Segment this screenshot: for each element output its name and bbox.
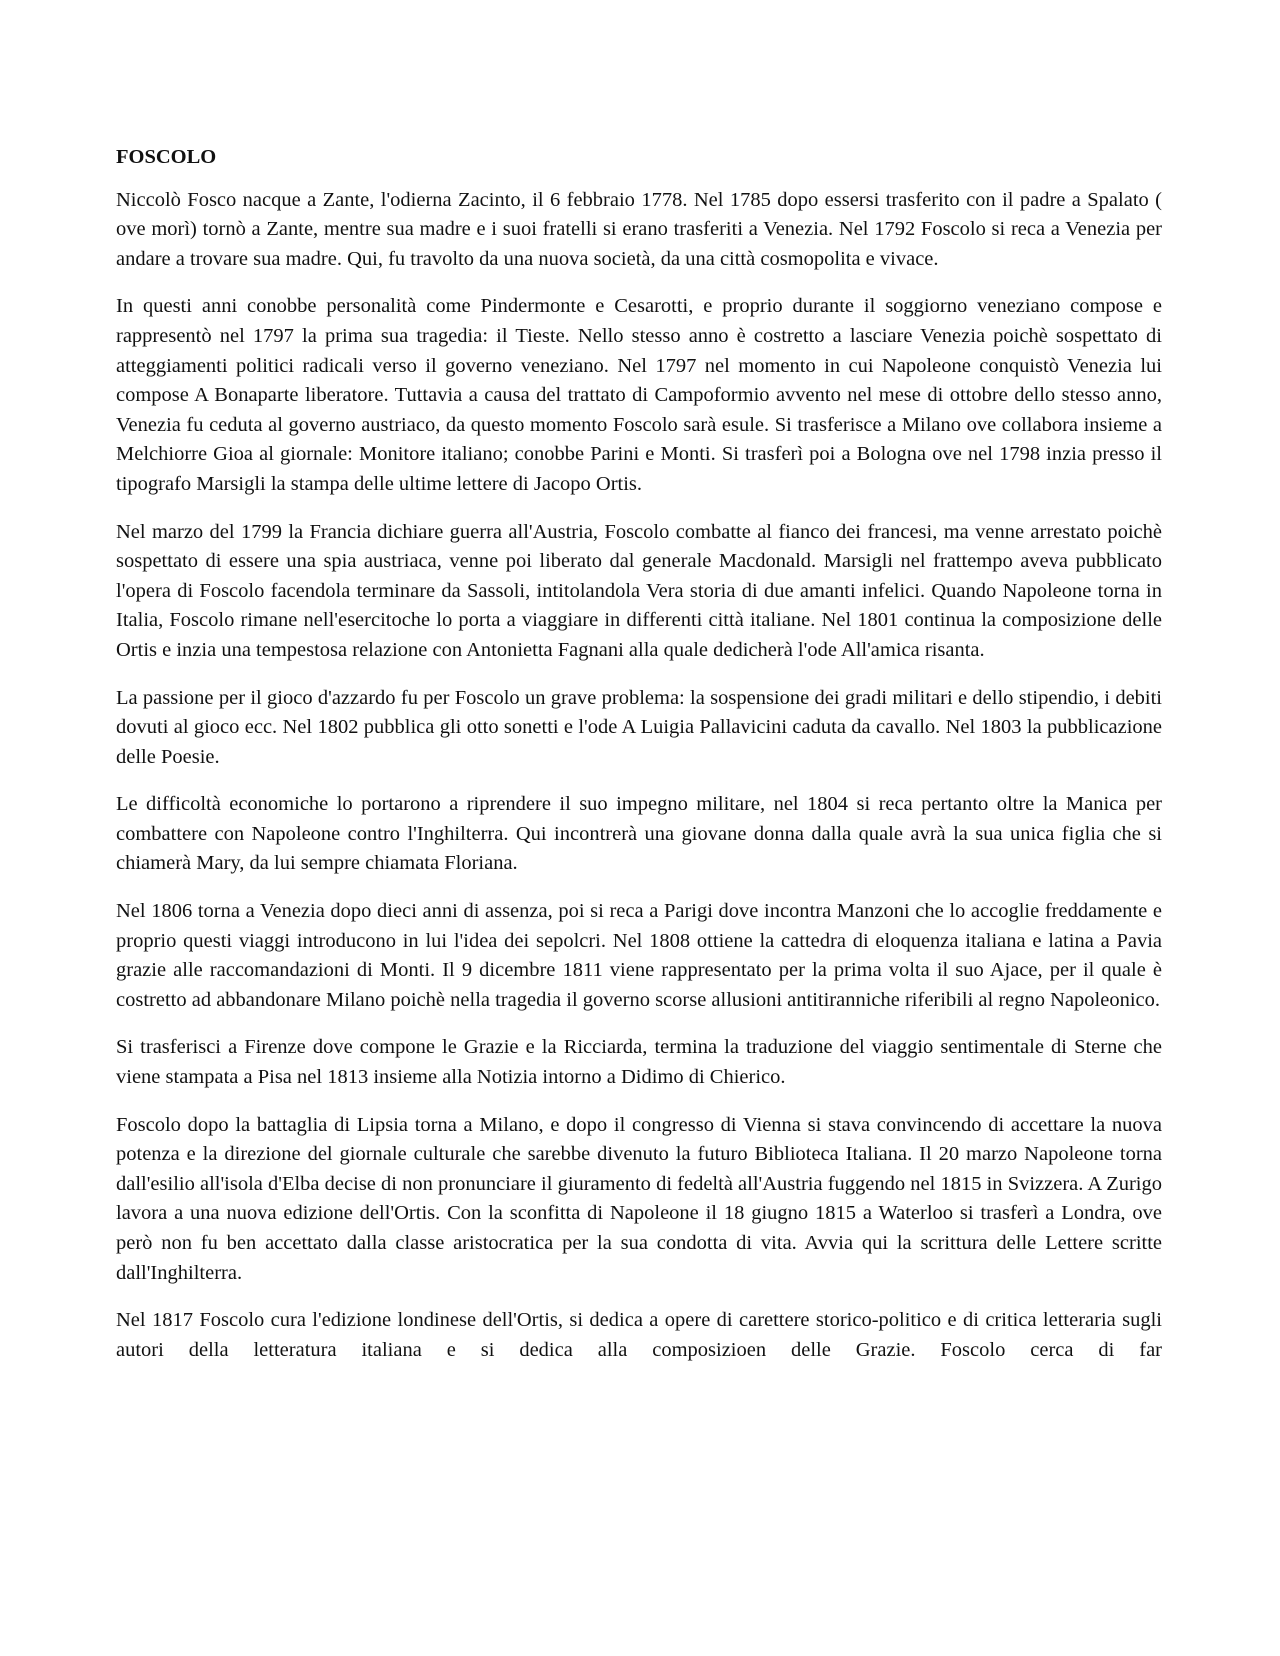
paragraph-1: Niccolò Fosco nacque a Zante, l'odierna Zacinto, il 6 febbraio 1778. Nel 1785 dopo essersi trasferito con il padre a Spalato ( ove morì) tornò a Zante, mentre sua madre e i suoi fratelli si erano trasferiti a Venezia. Nel 1792 Foscolo si reca a Venezia per andare a trovare sua madre. Qui, fu travolto da una nuova società, da una città cosmopolita e vivace.	[116, 188, 1162, 270]
paragraph-5: Le difficoltà economiche lo portarono a riprendere il suo impegno militare, nel 1804 si reca pertanto oltre la Manica per combattere con Napoleone contro l'Inghilterra. Qui incontrerà una giovane donna dalla quale avrà la sua unica figlia che si chiamerà Mary, da lui sempre chiamata Floriana.	[116, 793, 1162, 875]
paragraph-8: Foscolo dopo la battaglia di Lipsia torna a Milano, e dopo il congresso di Vienna si stava convincendo di accettare la nuova potenza e la direzione del giornale culturale che sarebbe divenuto la futuro Biblioteca Italiana. Il 20 marzo Napoleone torna dall'esilio all'isola d'Elba decise di non pronunciare il giuramento di fedeltà all'Austria fuggendo nel 1815 in Svizzera. A Zurigo lavora a una nuova edizione dell'Ortis. Con la sconfitta di Napoleone il 18 giugno 1815 a Waterloo si trasferì a Londra, ove però non fu ben accettato dalla classe aristocratica per la sua condotta di vita. Avvia qui la scrittura delle Lettere scritte dall'Inghilterra.	[116, 1113, 1162, 1284]
paragraph-3: Nel marzo del 1799 la Francia dichiare guerra all'Austria, Foscolo combatte al fianco dei francesi, ma venne arrestato poichè sospettato di essere una spia austriaca, venne poi liberato dal generale Macdonald. Marsigli nel frattempo aveva pubblicato l'opera di Foscolo facendola terminare da Sassoli, intitolandola Vera storia di due amanti infelici. Quando Napoleone torna in Italia, Foscolo rimane nell'esercitoche lo porta a viaggiare in differenti città italiane. Nel 1801 continua la composizione delle Ortis e inzia una tempestosa relazione con Antonietta Fagnani alla quale dedicherà l'ode All'amica risanta.	[116, 520, 1162, 661]
paragraph-9: Nel 1817 Foscolo cura l'edizione londinese dell'Ortis, si dedica a opere di carettere storico-politico e di critica letteraria sugli autori della letteratura italiana e si dedica alla composizioen delle Grazie. Foscolo cerca di far	[116, 1309, 1162, 1361]
paragraph-2: In questi anni conobbe personalità come Pindermonte e Cesarotti, e proprio durante il soggiorno veneziano compose e rappresentò nel 1797 la prima sua tragedia: il Tieste. Nello stesso anno è costretto a lasciare Venezia poichè sospettato di atteggiamenti politici radicali verso il governo veneziano. Nel 1797 nel momento in cui Napoleone conquistò Venezia lui compose A Bonaparte liberatore. Tuttavia a causa del trattato di Campoformio avvento nel mese di ottobre dello stesso anno, Venezia fu ceduta al governo austriaco, da questo momento Foscolo sarà esule. Si trasferisce a Milano ove collabora insieme a Melchiorre Gioa al giornale: Monitore italiano; conobbe Parini e Monti. Si trasferì poi a Bologna ove nel 1798 inzia presso il tipografo Marsigli la stampa delle ultime lettere di Jacopo Ortis.	[116, 295, 1162, 495]
document-title: FOSCOLO	[116, 146, 217, 168]
paragraph-7: Si trasferisci a Firenze dove compone le Grazie e la Ricciarda, termina la traduzione del viaggio sentimentale di Sterne che viene stampata a Pisa nel 1813 insieme alla Notizia intorno a Didimo di Chierico.	[116, 1036, 1162, 1089]
document-page	[116, 143, 1162, 1383]
paragraph-6: Nel 1806 torna a Venezia dopo dieci anni di assenza, poi si reca a Parigi dove incontra Manzoni che lo accoglie freddamente e proprio questi viaggi introducono in lui l'idea dei sepolcri. Nel 1808 ottiene la cattedra di eloquenza italiana e latina a Pavia grazie alle raccomandazioni di Monti. Il 9 dicembre 1811 viene rappresentato per la prima volta il suo Ajace, per il quale è costretto ad abbandonare Milano poichè nella tragedia il governo scorse allusioni antitiranniche riferibili al regno Napoleonico.	[116, 900, 1162, 1011]
paragraph-4: La passione per il gioco d'azzardo fu per Foscolo un grave problema: la sospensione dei gradi militari e dello stipendio, i debiti dovuti al gioco ecc. Nel 1802 pubblica gli otto sonetti e l'ode A Luigia Pallavicini caduta da cavallo. Nel 1803 la pubblicazione delle Poesie.	[116, 686, 1162, 768]
